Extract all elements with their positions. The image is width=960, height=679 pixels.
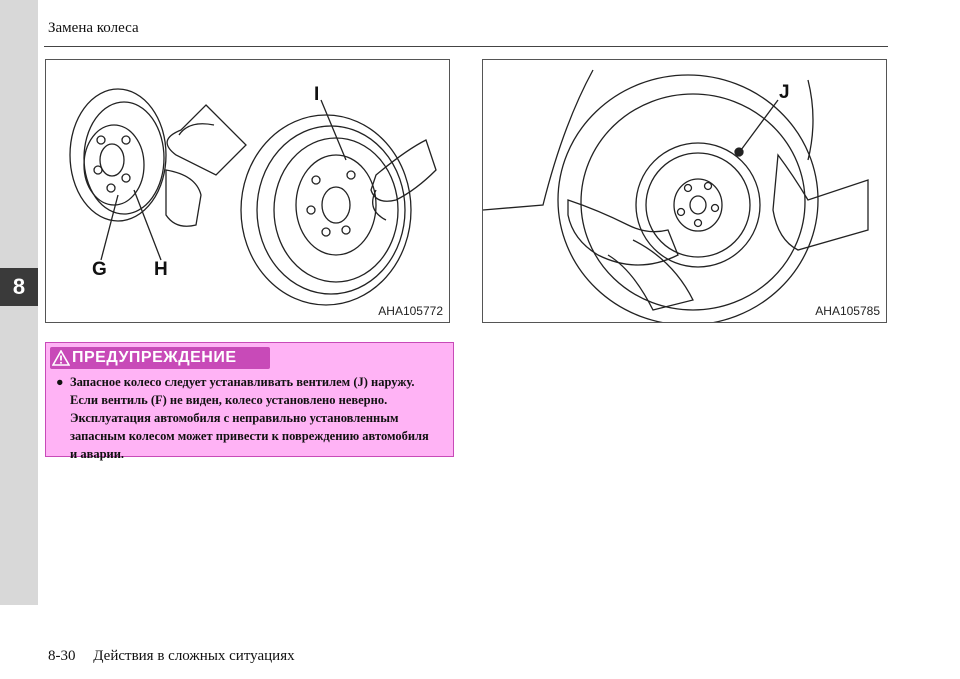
spare-wheel-illustration: [483, 60, 887, 323]
figure-code: AHA105785: [815, 304, 880, 318]
callout-g: G: [92, 259, 107, 280]
warning-title: ПРЕДУПРЕЖДЕНИЕ: [72, 349, 237, 366]
page-title: Замена колеса: [48, 20, 139, 36]
callout-h: H: [154, 259, 168, 280]
hub-mounting-illustration: [46, 60, 450, 323]
warning-line: Эксплуатация автомобиля с неправильно установленным: [70, 411, 399, 425]
warning-text: [56, 373, 448, 463]
warning-line: Если вентиль (F) не виден, колесо установлено неверно.: [70, 393, 388, 407]
chapter-number: 8: [12, 274, 26, 299]
warning-box: [45, 342, 454, 461]
figure-hub-mounting: [45, 59, 450, 323]
page-number: 8-30: [48, 648, 76, 664]
header-divider: [44, 46, 888, 47]
warning-header: [50, 347, 270, 369]
callout-i: I: [314, 84, 320, 105]
warning-line: и аварии.: [70, 447, 125, 461]
callout-j: J: [779, 82, 790, 103]
figure-spare-wheel: [482, 59, 887, 323]
warning-line: Запасное колесо следует устанавливать вентилем (J) наружу.: [70, 375, 415, 389]
page-footer: [48, 648, 295, 665]
bullet-icon: ●: [56, 375, 64, 389]
section-name: Действия в сложных ситуациях: [93, 648, 295, 664]
warning-triangle-icon: [50, 347, 72, 369]
chapter-tab[interactable]: [0, 268, 38, 306]
figure-code: AHA105772: [378, 304, 443, 318]
warning-line: запасным колесом может привести к повреждению автомобиля: [70, 429, 429, 443]
